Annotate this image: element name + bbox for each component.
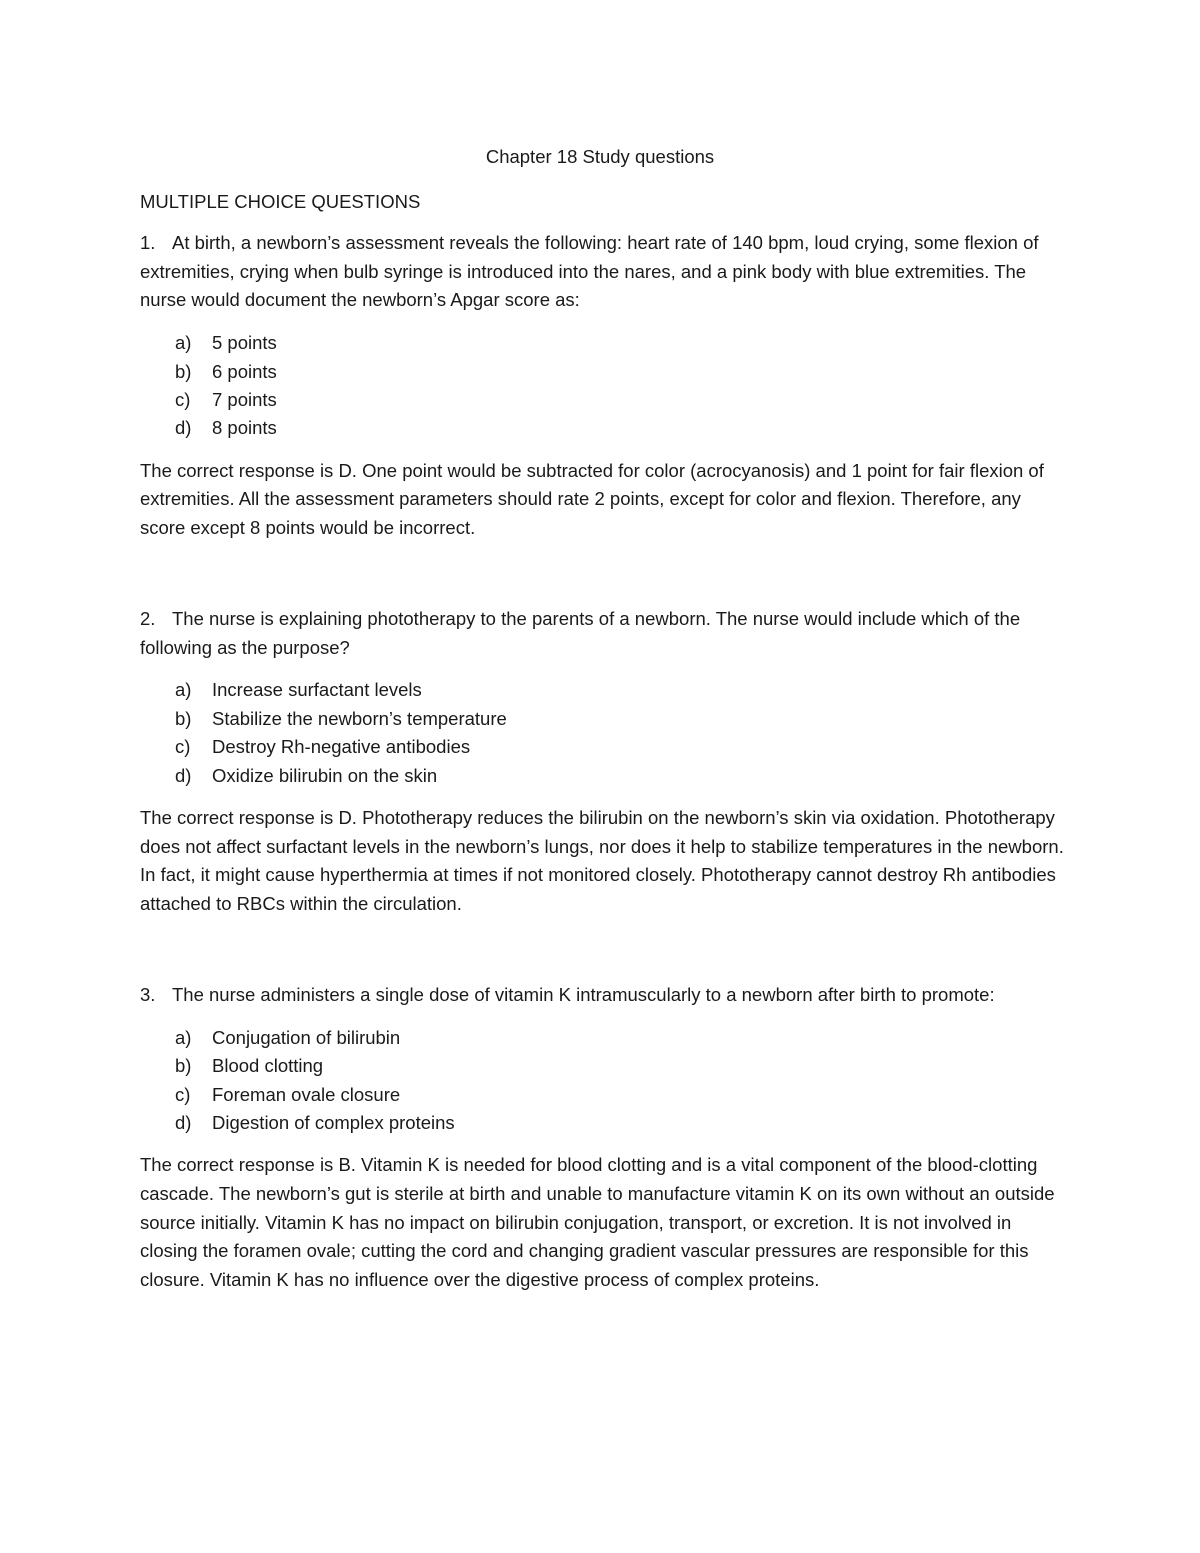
option-letter: d) [175,1111,192,1133]
option-a [140,676,1065,704]
option-letter: b) [175,1055,192,1077]
question-1 [140,229,1065,315]
answer-options [140,1024,1065,1138]
option-b [140,705,1065,733]
option-text: 5 points [212,332,277,354]
question-number: 1. [140,232,156,253]
option-letter: c) [175,1083,191,1105]
option-text: Conjugation of bilirubin [212,1026,401,1048]
answer-explanation-3: The correct response is B. Vitamin K is needed for blood clotting and is a vital component of the blood-clotting cascade. The newborn’s gut is sterile at birth and unable to manufacture vitamin K on its own without an outside source initially. Vitamin K has no impact on bilirubin conjugation, transport, or excretion. It is not involved in closing the foramen ovale; cutting the cord and changing gradient vascular pressures are responsible for this closure. Vitamin K has no influence over the digestive process of complex proteins. [140,1154,1055,1291]
option-letter: d) [175,417,192,439]
option-c [140,386,1065,414]
option-text: Digestion of complex proteins [212,1111,455,1133]
option-letter: c) [175,388,191,410]
question-text: The nurse administers a single dose of vitamin K intramuscularly to a newborn after birth to promote: [172,984,995,1005]
question-block-2 [140,605,1065,919]
document-title: Chapter 18 Study questions [485,146,715,167]
option-text: 6 points [212,360,277,382]
option-a [140,1024,1065,1052]
option-text: Destroy Rh-negative antibodies [212,736,471,758]
option-text: Blood clotting [212,1055,324,1077]
option-letter: c) [175,736,191,758]
option-letter: b) [175,707,192,729]
option-text: Foreman ovale closure [212,1083,401,1105]
option-letter: d) [175,764,192,786]
question-text: The nurse is explaining phototherapy to the parents of a newborn. The nurse would include which of the following as the purpose? [140,608,1021,658]
option-text: Stabilize the newborn’s temperature [212,707,507,729]
option-d [140,762,1065,790]
option-text: 8 points [212,417,277,439]
option-letter: a) [175,1026,192,1048]
option-letter: a) [175,332,192,354]
answer-options [140,329,1065,443]
option-a [140,329,1065,357]
option-text: 7 points [212,388,277,410]
option-c [140,1081,1065,1109]
answer-explanation-2: The correct response is D. Phototherapy reduces the bilirubin on the newborn’s skin via oxidation. Phototherapy does not affect surfactant levels in the newborn’s lungs, nor does it help to stabilize temperatures in the newborn. In fact, it might cause hyperthermia at times if not monitored closely. Phototherapy cannot destroy Rh antibodies attached to RBCs within the circulation. [140,807,1064,915]
answer-explanation-1: The correct response is D. One point would be subtracted for color (acrocyanosis) and 1 point for fair flexion of extremities. All the assessment parameters should rate 2 points, except for color and flexion. Therefore, any score except 8 points would be incorrect. [140,459,1044,539]
option-letter: b) [175,360,192,382]
question-number: 2. [140,608,156,629]
option-text: Increase surfactant levels [212,679,422,701]
option-d [140,414,1065,442]
option-letter: a) [175,679,192,701]
question-block-1 [140,229,1065,543]
question-text: At birth, a newborn’s assessment reveals the following: heart rate of 140 bpm, loud crying, some flexion of extremities, crying when bulb syringe is introduced into the nares, and a pink body with blue extremities. The nurse would document the newborn’s Apgar score as: [140,232,1039,311]
question-3 [140,981,1065,1010]
option-c [140,733,1065,761]
question-number: 3. [140,984,156,1005]
option-d [140,1109,1065,1137]
question-2 [140,605,1065,662]
option-b [140,1052,1065,1080]
option-text: Oxidize bilirubin on the skin [212,764,438,786]
question-block-3 [140,981,1065,1295]
section-heading: MULTIPLE CHOICE QUESTIONS [140,191,421,212]
option-b [140,358,1065,386]
answer-options [140,676,1065,790]
